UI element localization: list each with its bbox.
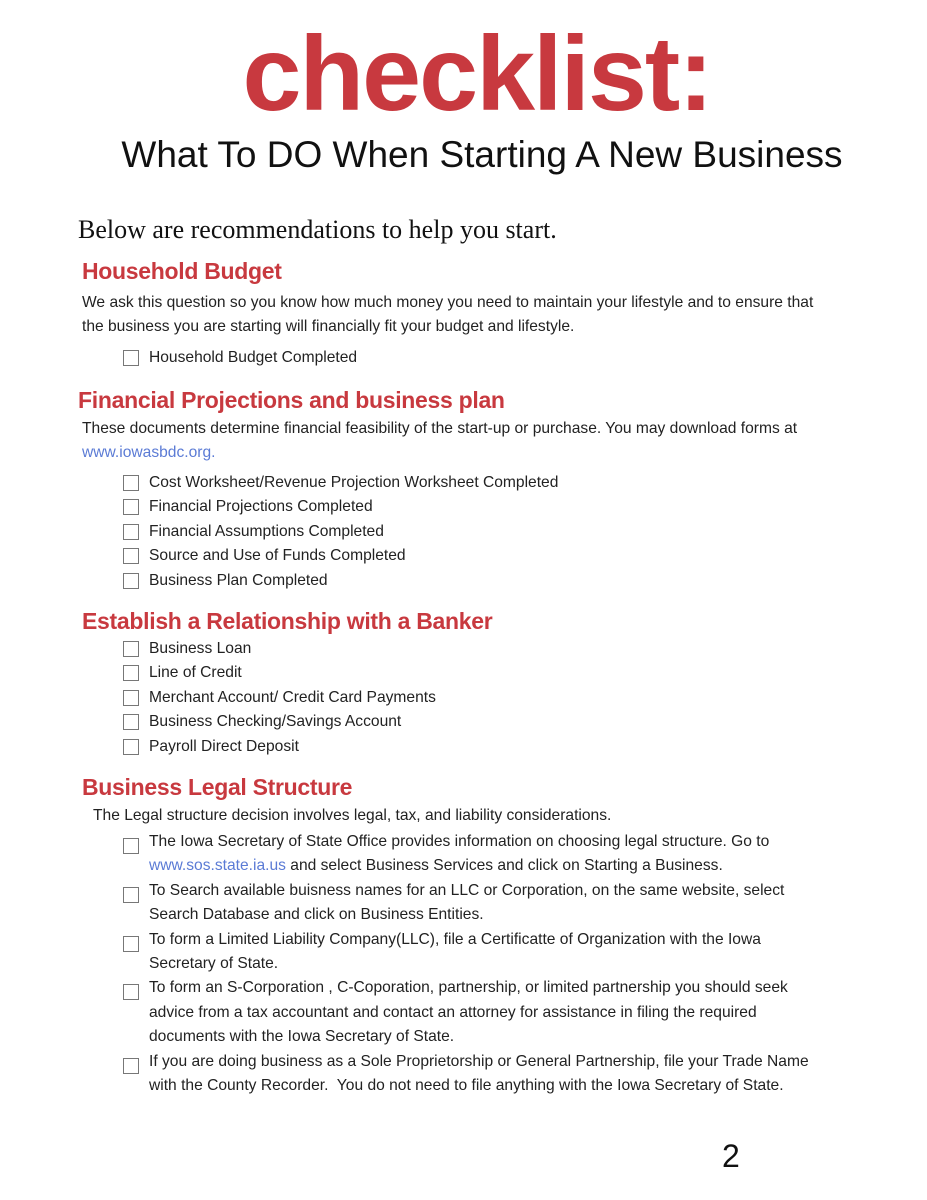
sos-state-link[interactable]: www.sos.state.ia.us: [149, 857, 286, 875]
checkbox[interactable]: [123, 548, 139, 564]
section-heading-legal-structure: Business Legal Structure: [82, 774, 353, 800]
checkbox[interactable]: [123, 475, 139, 491]
page-subtitle: What To DO When Starting A New Business: [121, 134, 843, 175]
checkbox[interactable]: [123, 573, 139, 589]
para-line: We ask this question so you know how much money you need to maintain your lifestyle and to ensure that: [82, 294, 814, 311]
checklist-item[interactable]: [123, 686, 436, 710]
item-line: To form a Limited Liability Company(LLC), file a Certificatte of Organization with the Iowa: [149, 930, 761, 948]
section-heading-household-budget: Household Budget: [82, 258, 282, 284]
checklist-item[interactable]: [123, 520, 558, 544]
iowasbdc-link[interactable]: www.iowasbdc.org.: [82, 444, 216, 462]
page-title: checklist:: [242, 15, 712, 133]
checkbox[interactable]: [123, 984, 139, 1000]
legal-structure-checklist: [123, 830, 883, 1098]
checklist-item[interactable]: [123, 830, 883, 879]
checkbox[interactable]: [123, 936, 139, 952]
checklist-item[interactable]: [123, 346, 357, 370]
checkbox[interactable]: [123, 665, 139, 681]
item-label: Cost Worksheet/Revenue Projection Worksheet Completed: [149, 474, 559, 491]
item-label: Payroll Direct Deposit: [149, 737, 299, 755]
checklist-item[interactable]: [123, 710, 436, 734]
item-label: Business Checking/Savings Account: [149, 713, 402, 731]
checkbox[interactable]: [123, 350, 139, 366]
item-label: Business Plan Completed: [149, 571, 328, 589]
item-line: advice from a tax accountant and contact an attorney for assistance in filing the required: [149, 1003, 757, 1021]
checklist-item[interactable]: [123, 495, 558, 519]
checklist-item[interactable]: [123, 569, 558, 593]
item-line: If you are doing business as a Sole Proprietorship or General Partnership, file your Trade Name: [149, 1052, 809, 1070]
checkbox[interactable]: [123, 524, 139, 540]
checkbox[interactable]: [123, 1058, 139, 1074]
legal-structure-description: The Legal structure decision involves legal, tax, and liability considerations.: [93, 807, 612, 824]
page-number: 2: [722, 1138, 740, 1174]
household-budget-description: [82, 291, 912, 340]
checkbox[interactable]: [123, 739, 139, 755]
item-line: with the County Recorder. You do not need to file anything with the Iowa Secretary of State.: [149, 1077, 784, 1095]
checklist-item[interactable]: [123, 637, 436, 661]
item-label: Financial Assumptions Completed: [149, 522, 384, 540]
checklist-item[interactable]: [123, 879, 883, 928]
checkbox[interactable]: [123, 714, 139, 730]
para-line: the business you are starting will financially fit your budget and lifestyle.: [82, 318, 575, 336]
checklist-item[interactable]: [123, 735, 436, 759]
checklist-item[interactable]: [123, 471, 558, 495]
checkbox[interactable]: [123, 690, 139, 706]
household-budget-checklist: [123, 346, 357, 370]
checklist-item[interactable]: [123, 544, 558, 568]
section-heading-banker: Establish a Relationship with a Banker: [82, 608, 493, 634]
section-heading-financial-projections: Financial Projections and business plan: [78, 387, 505, 413]
checkbox[interactable]: [123, 838, 139, 854]
item-label: Financial Projections Completed: [149, 498, 373, 516]
banker-checklist: [123, 637, 436, 759]
item-label: Source and Use of Funds Completed: [149, 547, 406, 565]
item-line: To form an S-Corporation , C-Coporation, partnership, or limited partnership you should seek: [149, 979, 788, 997]
item-line: Secretary of State.: [149, 955, 279, 973]
item-label: Merchant Account/ Credit Card Payments: [149, 688, 436, 706]
item-line: The Iowa Secretary of State Office provides information on choosing legal structure. Go to: [149, 833, 770, 850]
item-label: Business Loan: [149, 640, 252, 657]
checklist-item[interactable]: [123, 1050, 883, 1099]
item-text: and select Business Services and click on Starting a Business.: [285, 857, 723, 875]
checkbox[interactable]: [123, 641, 139, 657]
checklist-item[interactable]: [123, 928, 883, 977]
para-line: These documents determine financial feasibility of the start-up or purchase. You may download forms at: [82, 420, 798, 437]
item-line: [149, 854, 883, 878]
checklist-item[interactable]: [123, 661, 436, 685]
item-line: documents with the Iowa Secretary of State.: [149, 1028, 455, 1046]
item-line: Search Database and click on Business Entities.: [149, 906, 484, 924]
checkbox[interactable]: [123, 499, 139, 515]
financial-projections-description: [82, 417, 912, 466]
checkbox[interactable]: [123, 887, 139, 903]
financial-projections-checklist: [123, 471, 558, 593]
item-label: Household Budget Completed: [149, 349, 358, 366]
intro-text: Below are recommendations to help you start.: [78, 215, 557, 244]
checklist-item[interactable]: [123, 976, 883, 1049]
item-label: Line of Credit: [149, 664, 242, 682]
item-line: To Search available buisness names for an LLC or Corporation, on the same website, select: [149, 881, 785, 899]
